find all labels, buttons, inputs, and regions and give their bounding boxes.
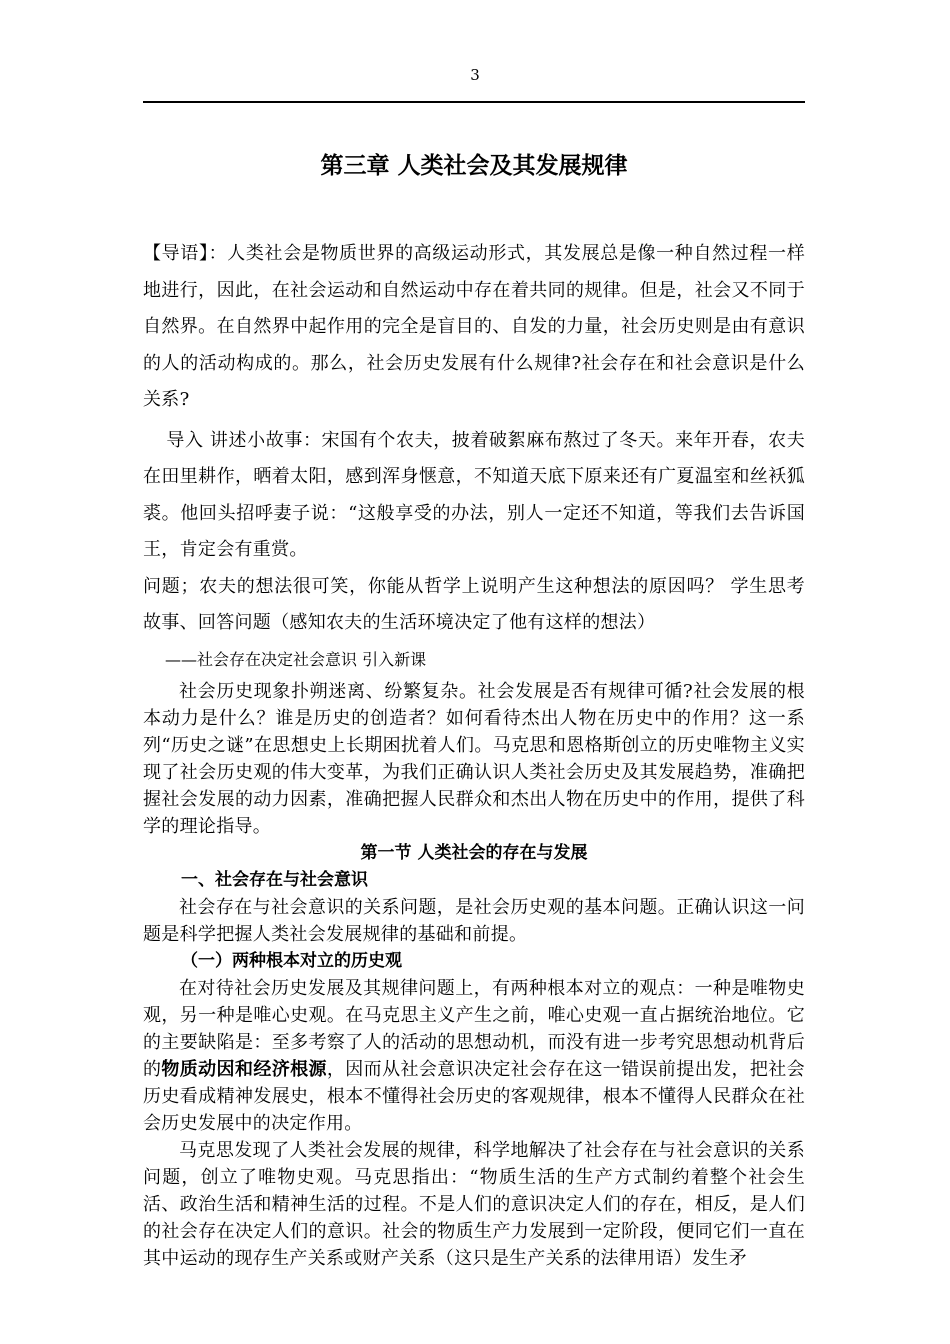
chapter-title: 第三章 人类社会及其发展规律 (320, 153, 628, 179)
lead-in-line: ——社会存在决定社会意识 引入新课 (165, 649, 427, 669)
heading-two-views: （一）两种根本对立的历史观 (181, 950, 402, 971)
paragraph-two-views-part1: 在对待社会历史发展及其规律问题上，有两种根本对立的观点：一种是唯物史观，另一种是唯心史观。在马克思主义产生之前，唯心史观一直占据统治地位。它的主要缺陷是：至多考察了人的活动的思想动机，而没有进一步考究思想动机背后的 (143, 977, 805, 1080)
document-body (143, 140, 805, 1272)
paragraph-marx: 马克思发现了人类社会发展的规律，科学地解决了社会存在与社会意识的关系问题，创立了唯物史观。马克思指出：“物质生活的生产方式制约着整个社会生活、政治生活和精神生活的过程。不是人们的意识决定人们的存在，相反，是人们的社会存在决定人们的意识。社会的物质生产力发展到一定阶段，便同它们一直在其中运动的现存生产关系或财产关系（这只是生产关系的法律用语）发生矛 (143, 1139, 805, 1269)
intro-paragraph: 【导语】：人类社会是物质世界的高级运动形式，其发展总是像一种自然过程一样地进行，因此，在社会运动和自然运动中存在着共同的规律。但是，社会又不同于自然界。在自然界中起作用的完全是盲目的、自发的力量，社会历史则是由有意识的人的活动构成的。那么，社会历史发展有什么规律?社会存在和社会意识是什么关系? (143, 243, 805, 410)
section-title: 第一节 人类社会的存在与发展 (360, 842, 588, 863)
story-paragraph: 导入 讲述小故事：宋国有个农夫，披着破絮麻布熬过了冬天。来年开春，农夫在田里耕作，晒着太阳，感到浑身惬意，不知道天底下原来还有广夏温室和丝袄狐裘。他回头招呼妻子说：“这般享受的办法，别人一定还不知道，等我们去告诉国王，肯定会有重赏。 (143, 429, 805, 560)
question-paragraph: 问题；农夫的想法很可笑，你能从哲学上说明产生这种想法的原因吗？ 学生思考故事、回答问题（感知农夫的生活环境决定了他有这样的想法） (143, 575, 805, 633)
overview-paragraph: 社会历史现象扑朔迷离、纷繁复杂。社会发展是否有规律可循?社会发展的根本动力是什么？谁是历史的创造者？如何看待杰出人物在历史中的作用？这一系列“历史之谜”在思想史上长期困扰着人们。马克思和恩格斯创立的历史唯物主义实现了社会历史观的伟大变革，为我们正确认识人类社会历史及其发展趋势，准确把握社会发展的动力因素，准确把握人民群众和杰出人物在历史中的作用，提供了科学的理论指导。 (143, 680, 805, 837)
paragraph-two-views-part2: ，因而从社会意识决定社会存在这一错误前提出发，把社会历史看成精神发展史，根本不懂得社会历史的客观规律，根本不懂得人民群众在社会历史发展中的决定作用。 (143, 1058, 805, 1134)
paragraph-basic-question: 社会存在与社会意识的关系问题，是社会历史观的基本问题。正确认识这一问题是科学把握人类社会发展规律的基础和前提。 (143, 896, 805, 945)
paragraph-two-views (143, 975, 805, 1137)
bold-emphasis: 物质动因和经济根源 (161, 1058, 327, 1080)
heading-social-existence: 一、社会存在与社会意识 (181, 869, 368, 890)
page-number: 3 (470, 66, 480, 84)
header-rule (143, 101, 805, 103)
